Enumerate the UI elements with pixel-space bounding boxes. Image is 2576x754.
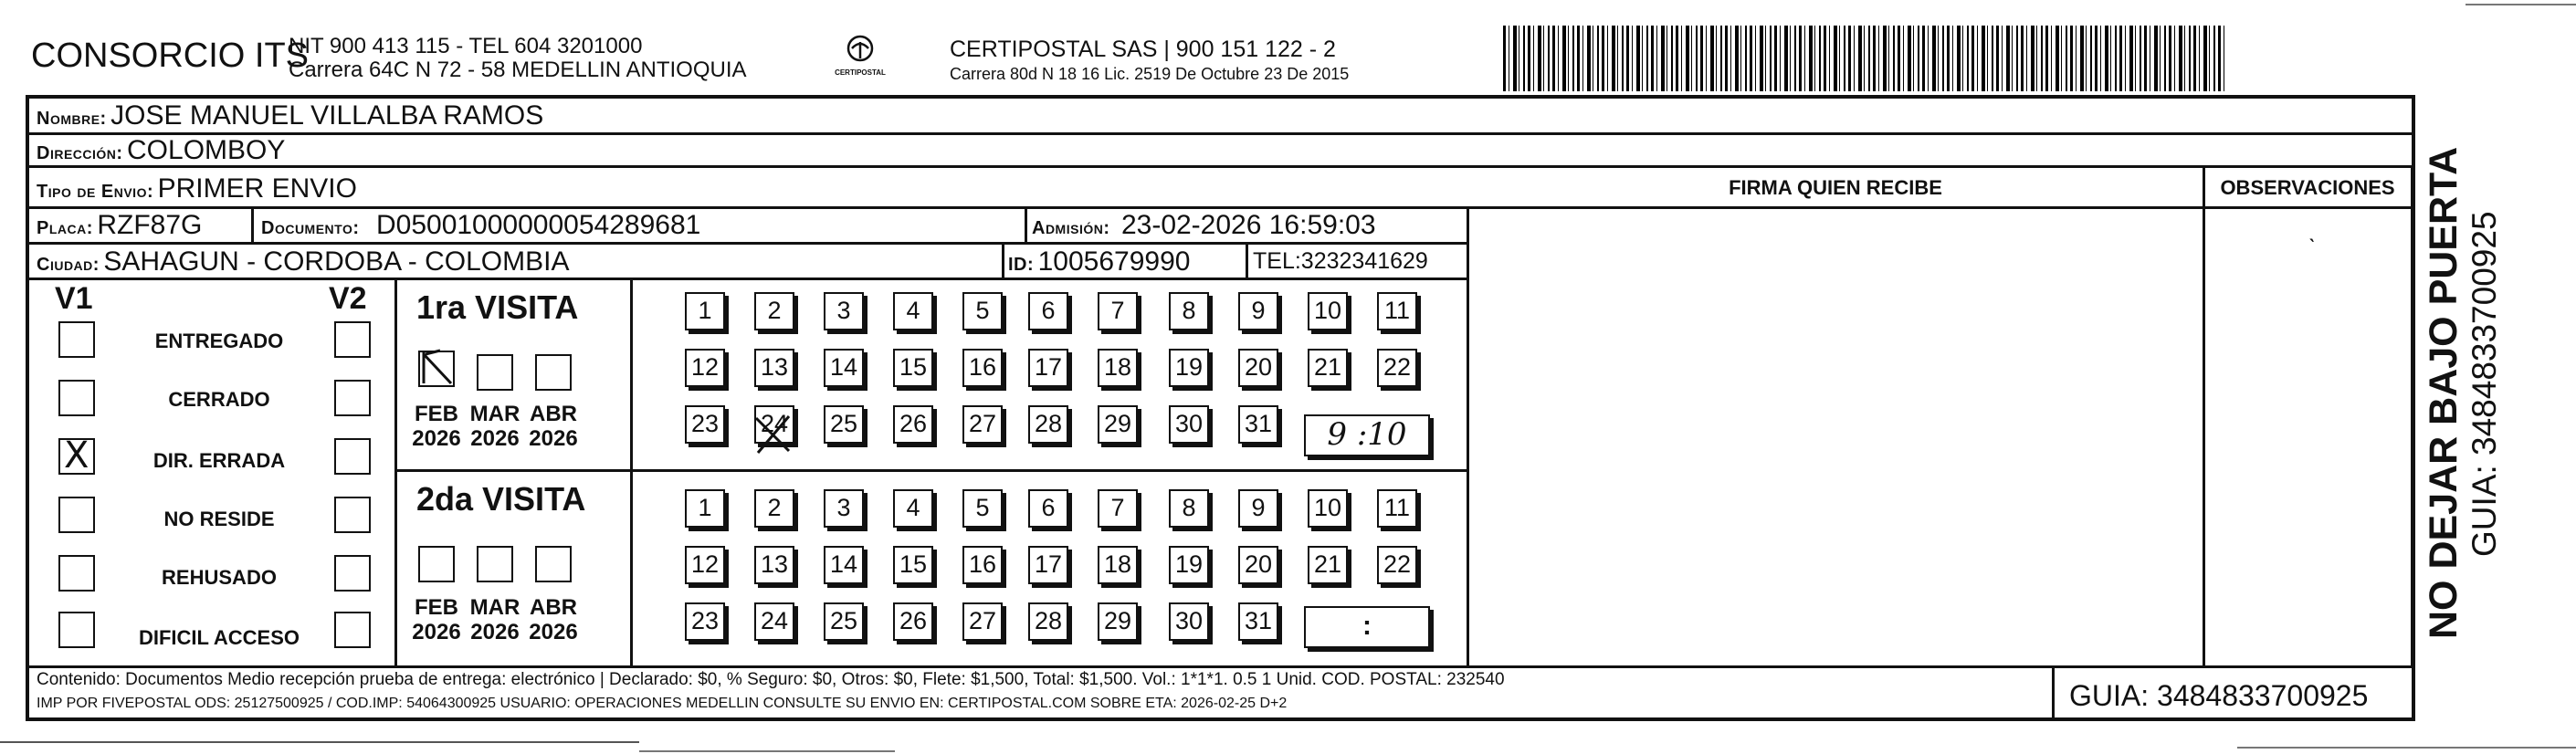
visit1-day-24-box[interactable]: 24 — [754, 405, 794, 444]
visit2-day-15-box[interactable]: 15 — [893, 546, 933, 584]
visit2-day-30-box[interactable]: 30 — [1169, 602, 1209, 641]
documento-label: Documento: — [261, 218, 360, 238]
visit2-day-18-box[interactable]: 18 — [1098, 546, 1138, 584]
visit2-day-13-box[interactable]: 13 — [754, 546, 794, 584]
visit2-month-abr-checkbox[interactable] — [535, 546, 572, 582]
visit1-month-mar: MAR 2026 — [469, 402, 520, 451]
v1-entregado-checkbox[interactable] — [58, 321, 95, 358]
visit2-title: 2da VISITA — [416, 480, 586, 518]
v2-dificil-acceso-checkbox[interactable] — [334, 612, 371, 648]
carrier-line: CERTIPOSTAL SAS | 900 151 122 - 2 — [950, 37, 1336, 62]
visit1-day-30-box[interactable]: 30 — [1169, 405, 1209, 444]
visit2-day-19-box[interactable]: 19 — [1169, 546, 1209, 584]
visit2-day-8-box[interactable]: 8 — [1169, 489, 1209, 528]
visit1-day-20-box[interactable]: 20 — [1238, 349, 1278, 387]
visit2-day-26-box[interactable]: 26 — [893, 602, 933, 641]
visit1-day-6-box[interactable]: 6 — [1028, 292, 1068, 330]
v2-dir-errada-checkbox[interactable] — [334, 438, 371, 475]
visit2-day-5-box[interactable]: 5 — [962, 489, 1003, 528]
visit2-day-1-box[interactable]: 1 — [685, 489, 725, 528]
visit2-day-10-box[interactable]: 10 — [1308, 489, 1348, 528]
visit2-day-4-box[interactable]: 4 — [893, 489, 933, 528]
visit2-month-feb-checkbox[interactable] — [418, 546, 455, 582]
admision-label: Admisión: — [1032, 218, 1110, 238]
v2-rehusado-checkbox[interactable] — [334, 555, 371, 592]
visit2-day-23-box[interactable]: 23 — [685, 602, 725, 641]
visit2-day-9-box[interactable]: 9 — [1238, 489, 1278, 528]
visit1-day-8-box[interactable]: 8 — [1169, 292, 1209, 330]
tipo-label: Tipo de Envio: — [37, 182, 154, 202]
placa-row — [37, 210, 202, 241]
visit2-day-11-box[interactable]: 11 — [1377, 489, 1417, 528]
visit2-day-21-box[interactable]: 21 — [1308, 546, 1348, 584]
id-row — [1008, 246, 1190, 278]
option-dificil-acceso: DIFICIL ACCESO — [138, 626, 300, 649]
visit1-day-2-box[interactable]: 2 — [754, 292, 794, 330]
visit1-time-box[interactable]: 9 :10 — [1304, 414, 1430, 456]
visit1-day-12-box[interactable]: 12 — [685, 349, 725, 387]
direccion-row — [37, 135, 285, 166]
placa-value: RZF87G — [97, 210, 203, 240]
visit2-day-6-box[interactable]: 6 — [1028, 489, 1068, 528]
visit1-day-4-box[interactable]: 4 — [893, 292, 933, 330]
v1-no-reside-checkbox[interactable] — [58, 497, 95, 533]
visit1-day-11-box[interactable]: 11 — [1377, 292, 1417, 330]
visit1-day-7-box[interactable]: 7 — [1098, 292, 1138, 330]
visit1-month-mar-checkbox[interactable] — [477, 354, 513, 391]
visit2-day-28-box[interactable]: 28 — [1028, 602, 1068, 641]
certipostal-logo — [833, 35, 888, 77]
visit1-day-3-box[interactable]: 3 — [824, 292, 864, 330]
visit1-day-28-box[interactable]: 28 — [1028, 405, 1068, 444]
visit1-month-feb: FEB 2026 — [412, 402, 461, 451]
visit2-day-14-box[interactable]: 14 — [824, 546, 864, 584]
id-value: 1005679990 — [1037, 246, 1191, 277]
admision-value: 23-02-2026 16:59:03 — [1120, 210, 1376, 240]
visit1-month-abr: ABR 2026 — [529, 402, 578, 451]
company-info — [289, 35, 747, 82]
visit2-day-22-box[interactable]: 22 — [1377, 546, 1417, 584]
visit1-day-25-box[interactable]: 25 — [824, 405, 864, 444]
visit1-feb-check-mark — [416, 347, 458, 391]
nombre-label: Nombre: — [37, 109, 107, 129]
nombre-value: JOSE MANUEL VILLALBA RAMOS — [110, 100, 544, 131]
ciudad-value: SAHAGUN - CORDOBA - COLOMBIA — [103, 246, 570, 277]
visit1-day-31-box[interactable]: 31 — [1238, 405, 1278, 444]
ciudad-row — [37, 246, 569, 278]
v2-entregado-checkbox[interactable] — [334, 321, 371, 358]
visit1-day-10-box[interactable]: 10 — [1308, 292, 1348, 330]
tipo-value: PRIMER ENVIO — [157, 173, 357, 204]
option-cerrado: CERRADO — [168, 388, 270, 411]
footer-guia: GUIA: 3484833700925 — [2069, 679, 2369, 712]
visit2-day-20-box[interactable]: 20 — [1238, 546, 1278, 584]
visit2-month-abr: ABR 2026 — [529, 595, 578, 644]
visit1-day-22-box[interactable]: 22 — [1377, 349, 1417, 387]
id-label: ID: — [1008, 255, 1035, 275]
carrier-info — [950, 37, 1349, 84]
v1-cerrado-checkbox[interactable] — [58, 380, 95, 416]
side-guia: GUIA: 3484833700925 — [2466, 211, 2503, 557]
v1-rehusado-checkbox[interactable] — [58, 555, 95, 592]
visit1-day-27-box[interactable]: 27 — [962, 405, 1003, 444]
visit2-month-feb: FEB 2026 — [412, 595, 461, 644]
footer-imp: IMP POR FIVEPOSTAL ODS: 25127500925 / COD.IMP: 54064300925 USUARIO: OPERACIONES MEDELLIN CONSULTE SU ENVIO EN: CERTIPOSTAL.COM SOBRE ETA: 2026-02-25 D+2 — [37, 696, 1288, 711]
admision-row — [1032, 210, 1376, 241]
placa-label: Placa: — [37, 218, 93, 238]
visit2-day-17-box[interactable]: 17 — [1028, 546, 1068, 584]
visit1-day-15-box[interactable]: 15 — [893, 349, 933, 387]
v1-dificil-acceso-checkbox[interactable] — [58, 612, 95, 648]
option-entregado: ENTREGADO — [154, 330, 284, 352]
option-dir-errada: DIR. ERRADA — [152, 449, 286, 472]
visit2-day-12-box[interactable]: 12 — [685, 546, 725, 584]
v2-heading: V2 — [329, 281, 367, 316]
documento-value: D05001000000054289681 — [375, 210, 701, 240]
visit1-day-29-box[interactable]: 29 — [1098, 405, 1138, 444]
visit2-day-7-box[interactable]: 7 — [1098, 489, 1138, 528]
license-line: Carrera 80d N 18 16 Lic. 2519 De Octubre 23 De 2015 — [950, 65, 1350, 83]
visit2-day-24-box[interactable]: 24 — [754, 602, 794, 641]
side-warning: NO DEJAR BAJO PUERTA — [2422, 146, 2466, 639]
visit1-day-5-box[interactable]: 5 — [962, 292, 1003, 330]
v2-cerrado-checkbox[interactable] — [334, 380, 371, 416]
tel-row — [1253, 248, 1428, 275]
visit1-day-9-box[interactable]: 9 — [1238, 292, 1278, 330]
visit2-day-2-box[interactable]: 2 — [754, 489, 794, 528]
visit1-day-18-box[interactable]: 18 — [1098, 349, 1138, 387]
visit1-day-13-box[interactable]: 13 — [754, 349, 794, 387]
visit2-day-27-box[interactable]: 27 — [962, 602, 1003, 641]
option-no-reside: NO RESIDE — [163, 508, 275, 530]
visit1-day-19-box[interactable]: 19 — [1169, 349, 1209, 387]
visit1-title: 1ra VISITA — [416, 288, 579, 326]
visit2-day-25-box[interactable]: 25 — [824, 602, 864, 641]
nit-line: NIT 900 413 115 - TEL 604 3201000 — [289, 34, 643, 58]
visit2-day-31-box[interactable]: 31 — [1238, 602, 1278, 641]
visit1-day-1-box[interactable]: 1 — [685, 292, 725, 330]
tel-label: TEL: — [1253, 248, 1301, 274]
visit1-month-abr-checkbox[interactable] — [535, 354, 572, 391]
visit1-day-16-box[interactable]: 16 — [962, 349, 1003, 387]
observaciones-mark: ˎ — [2308, 215, 2317, 243]
footer-contenido: Contenido: Documentos Medio recepción prueba de entrega: electrónico | Declarado: $0, % Seguro: $0, Otros: $0, Flete: $1,500, Total: $1,500. Vol.: 1*1*1. 0.5 1 Unid. COD. POSTAL: 232540 — [37, 670, 1505, 689]
company-name: CONSORCIO ITS — [31, 37, 310, 75]
visit1-day-24-x-mark — [751, 413, 794, 456]
direccion-value: COLOMBOY — [127, 135, 286, 165]
visit2-day-29-box[interactable]: 29 — [1098, 602, 1138, 641]
observaciones-header: OBSERVACIONES — [2220, 176, 2395, 199]
certipostal-logo-icon — [842, 35, 878, 66]
address-line: Carrera 64C N 72 - 58 MEDELLIN ANTIOQUIA — [289, 58, 747, 82]
visit1-day-21-box[interactable]: 21 — [1308, 349, 1348, 387]
documento-row — [261, 210, 700, 241]
v1-heading: V1 — [55, 281, 93, 316]
visit2-time-box[interactable]: : — [1304, 606, 1430, 648]
firma-header: FIRMA QUIEN RECIBE — [1729, 176, 1942, 199]
option-rehusado: REHUSADO — [162, 566, 277, 589]
tel-value: 3232341629 — [1300, 248, 1428, 274]
visit2-day-3-box[interactable]: 3 — [824, 489, 864, 528]
dir-errada-x-mark: X — [64, 435, 89, 476]
visit1-day-26-box[interactable]: 26 — [893, 405, 933, 444]
visit1-day-14-box[interactable]: 14 — [824, 349, 864, 387]
logo-text: CERTIPOSTAL — [835, 68, 886, 77]
v1-dir-errada-checkbox[interactable] — [58, 435, 95, 476]
tipo-row — [37, 173, 357, 204]
v2-no-reside-checkbox[interactable] — [334, 497, 371, 533]
ciudad-label: Ciudad: — [37, 255, 100, 275]
direccion-label: Dirección: — [37, 143, 123, 163]
barcode — [1503, 26, 2224, 91]
nombre-row — [37, 100, 543, 131]
visit2-month-mar: MAR 2026 — [469, 595, 520, 644]
visit2-month-mar-checkbox[interactable] — [477, 546, 513, 582]
visit2-day-16-box[interactable]: 16 — [962, 546, 1003, 584]
visit1-day-17-box[interactable]: 17 — [1028, 349, 1068, 387]
visit1-day-23-box[interactable]: 23 — [685, 405, 725, 444]
